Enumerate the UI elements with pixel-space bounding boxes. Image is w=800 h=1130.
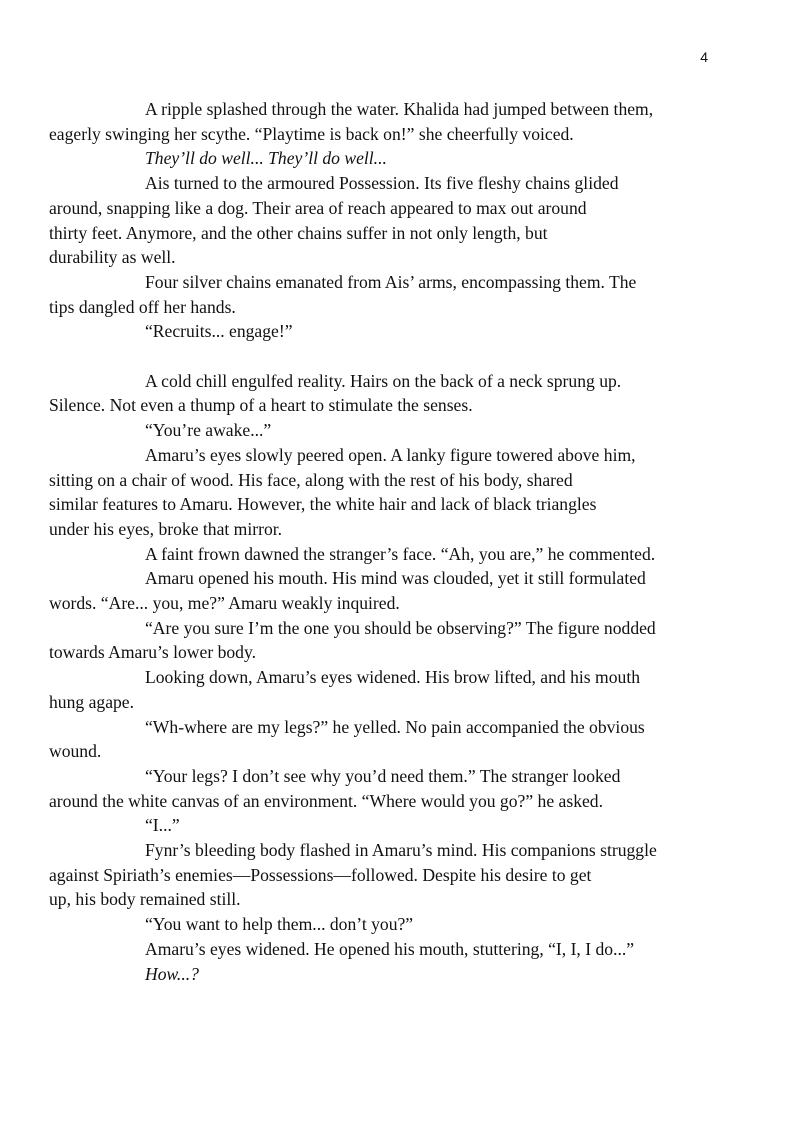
paragraph <box>97 542 697 567</box>
paragraph <box>97 418 697 443</box>
paragraph <box>49 97 697 146</box>
paragraph <box>97 912 697 937</box>
italic-thought <box>97 962 697 987</box>
paragraph <box>49 665 697 714</box>
text-line: They’ll do well... They’ll do well... <box>145 148 387 169</box>
text-line: “You want to help them... don’t you?” <box>145 914 414 935</box>
text-line: tips dangled off her hands. <box>49 296 236 317</box>
paragraph <box>97 319 697 344</box>
text-line: How...? <box>145 963 199 984</box>
text-line: up, his body remained still. <box>49 889 241 910</box>
text-line: Ais turned to the armoured Possession. Its five fleshy chains glided <box>145 173 619 194</box>
text-line: A ripple splashed through the water. Khalida had jumped between them, <box>145 99 654 119</box>
text-line: Amaru’s eyes slowly peered open. A lanky figure towered above him, <box>145 444 636 465</box>
text-line: thirty feet. Anymore, and the other chains suffer in not only length, but <box>49 222 548 243</box>
text-line: around, snapping like a dog. Their area of reach appeared to max out around <box>49 197 587 218</box>
text-line: Amaru’s eyes widened. He opened his mouth, stuttering, “I, I, I do...” <box>145 938 635 959</box>
paragraph <box>49 616 697 665</box>
text-line: durability as well. <box>49 247 176 268</box>
text-line: towards Amaru’s lower body. <box>49 642 257 663</box>
text-line: eagerly swinging her scythe. “Playtime is back on!” she cheerfully voiced. <box>49 123 574 144</box>
text-line: Four silver chains emanated from Ais’ arms, encompassing them. The <box>145 271 637 292</box>
text-line: similar features to Amaru. However, the white hair and lack of black triangles <box>49 494 597 515</box>
text-line: Fynr’s bleeding body flashed in Amaru’s mind. His companions struggle <box>145 840 657 861</box>
text-line: against Spiriath’s enemies—Possessions—followed. Despite his desire to get <box>49 864 592 885</box>
text-line: “Recruits... engage!” <box>145 321 293 342</box>
text-line: “Your legs? I don’t see why you’d need them.” The stranger looked <box>145 765 621 786</box>
text-line: around the white canvas of an environment. “Where would you go?” he asked. <box>49 790 604 811</box>
text-line: hung agape. <box>49 691 135 712</box>
page-number: 4 <box>700 49 708 65</box>
text-line: A cold chill engulfed reality. Hairs on the back of a neck sprung up. <box>145 370 622 391</box>
text-line: under his eyes, broke that mirror. <box>49 518 283 539</box>
text-line: A faint frown dawned the stranger’s face. “Ah, you are,” he commented. <box>145 543 656 564</box>
paragraph <box>49 270 697 319</box>
text-line: sitting on a chair of wood. His face, along with the rest of his body, shared <box>49 469 573 490</box>
text-line: Amaru opened his mouth. His mind was clouded, yet it still formulated <box>145 568 646 589</box>
paragraph <box>97 937 697 962</box>
paragraph <box>49 715 697 764</box>
text-line: words. “Are... you, me?” Amaru weakly inquired. <box>49 593 400 614</box>
paragraph <box>97 813 697 838</box>
scene-break <box>97 344 697 369</box>
italic-thought <box>97 146 697 171</box>
paragraph <box>49 566 697 615</box>
body-text <box>49 97 697 986</box>
text-line: Looking down, Amaru’s eyes widened. His brow lifted, and his mouth <box>145 667 641 688</box>
text-line: “I...” <box>145 815 180 836</box>
text-line: wound. <box>49 741 102 762</box>
paragraph <box>49 838 697 912</box>
text-line: “You’re awake...” <box>145 420 272 441</box>
paragraph <box>49 171 697 270</box>
text-line: “Are you sure I’m the one you should be observing?” The figure nodded <box>145 617 656 638</box>
paragraph <box>49 764 697 813</box>
text-line: Silence. Not even a thump of a heart to stimulate the senses. <box>49 395 473 416</box>
paragraph <box>49 443 697 542</box>
text-line: “Wh-where are my legs?” he yelled. No pain accompanied the obvious <box>145 716 645 737</box>
paragraph <box>49 369 697 418</box>
